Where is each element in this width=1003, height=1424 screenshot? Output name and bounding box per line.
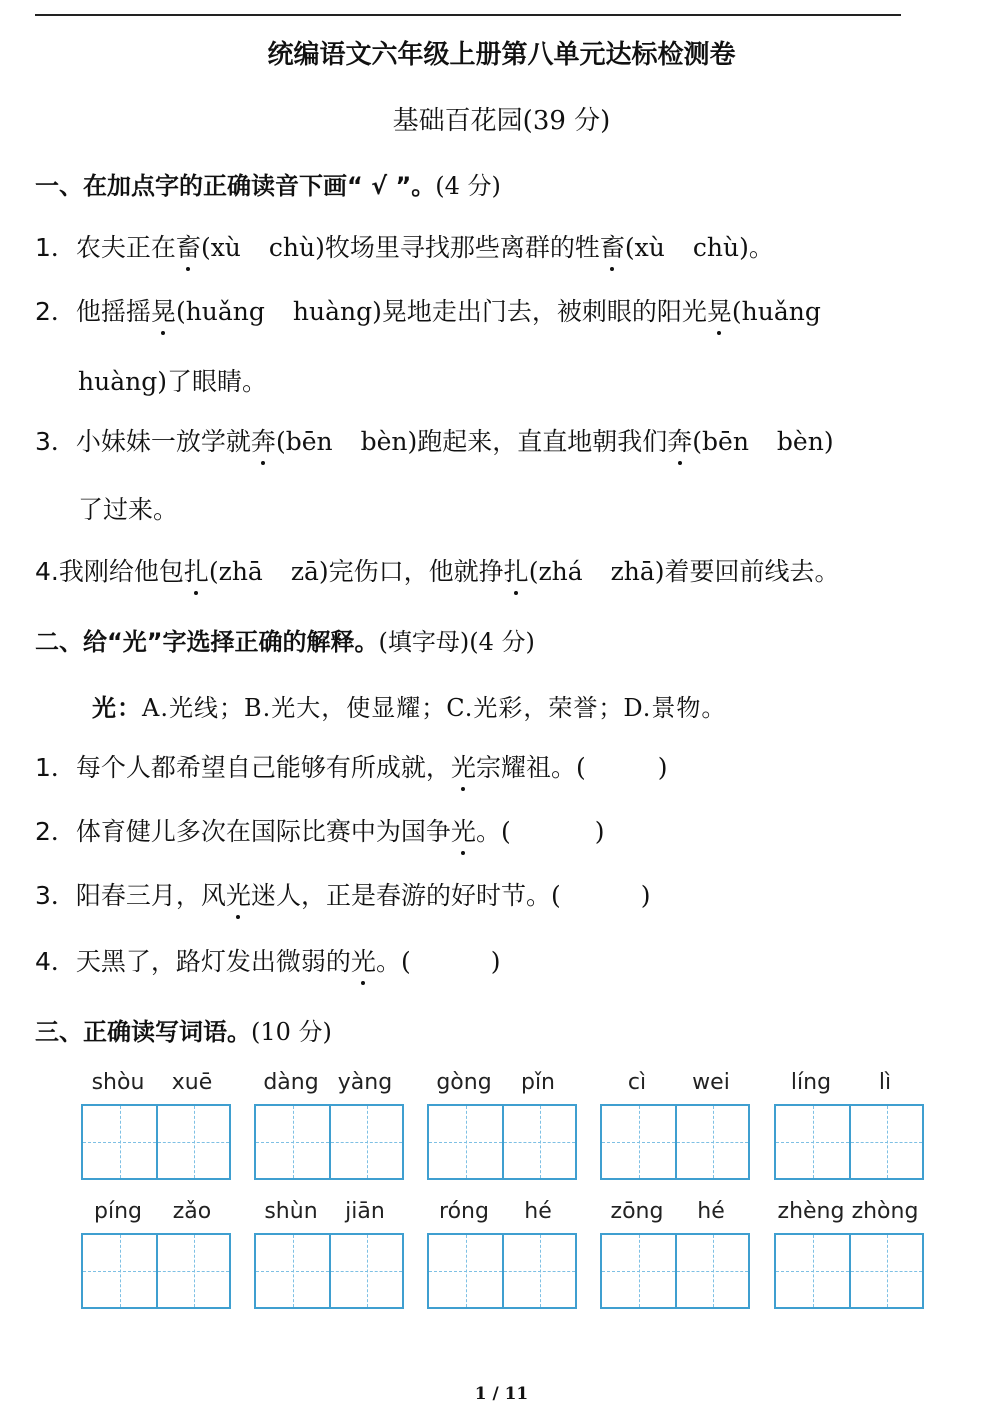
definition-legend: [92, 688, 726, 723]
pinyin-1: gòng: [436, 1070, 492, 1095]
top-rule: [35, 14, 901, 16]
q-text: 小妹妹一放学就: [75, 427, 251, 456]
writing-cell[interactable]: [502, 1235, 575, 1307]
word-grid-5: [774, 1070, 922, 1180]
section2-heading: [35, 622, 535, 657]
dotted-char: 光: [451, 748, 476, 784]
writing-cell[interactable]: [602, 1235, 675, 1307]
writing-cell[interactable]: [849, 1235, 922, 1307]
section2-heading-text: 二、给“光”字选择正确的解释。: [35, 628, 379, 656]
page-title: 统编语文六年级上册第八单元达标检测卷: [267, 40, 736, 70]
q-number: 2．: [35, 297, 76, 326]
section3-heading-text: 三、正确读写词语。: [35, 1018, 251, 1046]
pinyin-option-2: bèn): [776, 427, 834, 456]
pinyin-2: hé: [697, 1199, 725, 1224]
writing-cell[interactable]: [502, 1106, 575, 1178]
writing-cell[interactable]: [329, 1106, 402, 1178]
word-grid-6: [81, 1199, 229, 1309]
dotted-char: 晃: [151, 292, 176, 328]
pinyin-option-1: (bēn: [275, 427, 333, 456]
pinyin-2: zhòng: [851, 1199, 919, 1224]
writing-cell[interactable]: [329, 1235, 402, 1307]
q-text: 迷人，正是春游的好时节。(: [250, 881, 561, 910]
writing-cell[interactable]: [602, 1106, 675, 1178]
part-subtitle: 基础百花园(39 分): [392, 106, 611, 136]
pinyin-2: lì: [878, 1070, 892, 1095]
dotted-char: 奔: [667, 422, 692, 458]
pinyin-option-1: (xù: [624, 233, 665, 262]
q-text: 农夫正在: [75, 233, 176, 262]
section3-heading: [35, 1012, 332, 1047]
writing-cell[interactable]: [776, 1235, 849, 1307]
section1-heading-text: 一、在加点字的正确读音下画“ √ ”。: [35, 172, 436, 200]
s2-q2: [35, 812, 604, 848]
page-number: 1 / 11: [474, 1384, 529, 1404]
writing-cell[interactable]: [776, 1106, 849, 1178]
q-number: 4.: [35, 557, 59, 586]
q-number: 1．: [35, 233, 76, 262]
s1-q2-cont: [78, 362, 267, 398]
pinyin-1: zōng: [610, 1199, 664, 1224]
q-text: huàng)了眼睛。: [78, 367, 267, 396]
pinyin-1: cì: [627, 1070, 647, 1095]
pinyin-2: zǎo: [172, 1199, 212, 1224]
pinyin-1: shòu: [91, 1070, 145, 1095]
q-text: 。(: [475, 817, 511, 846]
q-text: 阳春三月，风: [75, 881, 226, 910]
word-grid-2: [254, 1070, 402, 1180]
legend-text: A.光线；B.光大，使显耀；C.光彩，荣誉；D.景物。: [142, 694, 727, 722]
dotted-char: 光: [351, 942, 376, 978]
pinyin-1: píng: [94, 1199, 142, 1224]
pinyin-1: shùn: [264, 1199, 318, 1224]
pinyin-option-1: (zhá: [528, 557, 583, 586]
q-text: chù)牧场里寻找那些离群的牲: [268, 233, 600, 262]
section3-points: (10 分): [251, 1018, 332, 1046]
word-grid-8: [427, 1199, 575, 1309]
dotted-char: 光: [226, 876, 251, 912]
writing-cell[interactable]: [429, 1235, 502, 1307]
s1-q2: [35, 292, 821, 328]
word-grid-9: [600, 1199, 748, 1309]
word-grid-4: [600, 1070, 748, 1180]
q-text: 我刚给他包: [58, 557, 184, 586]
writing-cell[interactable]: [83, 1235, 156, 1307]
pinyin-2: xuē: [171, 1070, 213, 1095]
pinyin-option-1: (huǎng: [731, 297, 821, 326]
dotted-char: 晃: [707, 292, 732, 328]
q-text: chù)。: [692, 233, 774, 262]
section2-points: (填字母)(4 分): [378, 628, 535, 656]
section1-points: (4 分): [435, 172, 501, 200]
s1-q3: [35, 422, 834, 458]
q-text: 了过来。: [78, 495, 179, 524]
pinyin-2: hé: [524, 1199, 552, 1224]
q-text: 。(: [375, 947, 411, 976]
writing-cell[interactable]: [83, 1106, 156, 1178]
s2-q3: [35, 876, 650, 912]
q-number: 1．: [35, 753, 76, 782]
word-grid-1: [81, 1070, 229, 1180]
q-text: zhā)着要回前线去。: [610, 557, 840, 586]
word-grid-7: [254, 1199, 402, 1309]
section1-heading: [35, 166, 501, 201]
q-text: huàng)晃地走出门去，被刺眼的阳光: [292, 297, 707, 326]
pinyin-option-1: (xù: [200, 233, 241, 262]
dotted-char: 扎: [184, 552, 209, 588]
pinyin-option-1: (huǎng: [175, 297, 265, 326]
q-number: 3．: [35, 427, 76, 456]
q-text: 他摇摇: [75, 297, 151, 326]
dotted-char: 扎: [504, 552, 529, 588]
pinyin-1: róng: [439, 1199, 489, 1224]
q-text: 体育健儿多次在国际比赛中为国争: [75, 817, 451, 846]
dotted-char: 光: [451, 812, 476, 848]
q-text: 每个人都希望自己能够有所成就，: [75, 753, 451, 782]
writing-cell[interactable]: [256, 1235, 329, 1307]
paren-close: ): [657, 753, 668, 782]
writing-cell[interactable]: [429, 1106, 502, 1178]
writing-cell[interactable]: [849, 1106, 922, 1178]
q-number: 3．: [35, 881, 76, 910]
word-grid-10: [774, 1199, 922, 1309]
pinyin-1: zhèng: [777, 1199, 845, 1224]
pinyin-2: wei: [692, 1070, 730, 1095]
s1-q1: [35, 228, 774, 264]
s1-q4: [35, 552, 840, 588]
dotted-char: 畜: [176, 228, 201, 264]
pinyin-2: yàng: [337, 1070, 393, 1095]
paren-close: ): [594, 817, 605, 846]
word-grid-3: [427, 1070, 575, 1180]
q-number: 4．: [35, 947, 76, 976]
pinyin-1: dàng: [263, 1070, 319, 1095]
q-number: 2．: [35, 817, 76, 846]
paren-close: ): [490, 947, 501, 976]
dotted-char: 畜: [600, 228, 625, 264]
dotted-char: 奔: [251, 422, 276, 458]
pinyin-1: líng: [790, 1070, 832, 1095]
q-text: zā)完伤口，他就挣: [290, 557, 504, 586]
q-text: 天黑了，路灯发出微弱的: [75, 947, 351, 976]
writing-cell[interactable]: [256, 1106, 329, 1178]
writing-cell[interactable]: [675, 1106, 748, 1178]
s2-q4: [35, 942, 500, 978]
pinyin-option-1: (zhā: [208, 557, 263, 586]
s1-q3-cont: [78, 490, 178, 526]
legend-key: 光：: [92, 694, 142, 722]
s2-q1: [35, 748, 667, 784]
paren-close: ): [640, 881, 651, 910]
writing-cell[interactable]: [675, 1235, 748, 1307]
writing-cell[interactable]: [156, 1106, 229, 1178]
pinyin-2: jiān: [345, 1199, 385, 1224]
q-text: bèn)跑起来，直直地朝我们: [360, 427, 668, 456]
pinyin-option-1: (bēn: [692, 427, 749, 456]
writing-cell[interactable]: [156, 1235, 229, 1307]
q-text: 宗耀祖。(: [475, 753, 586, 782]
pinyin-2: pǐn: [520, 1070, 556, 1095]
